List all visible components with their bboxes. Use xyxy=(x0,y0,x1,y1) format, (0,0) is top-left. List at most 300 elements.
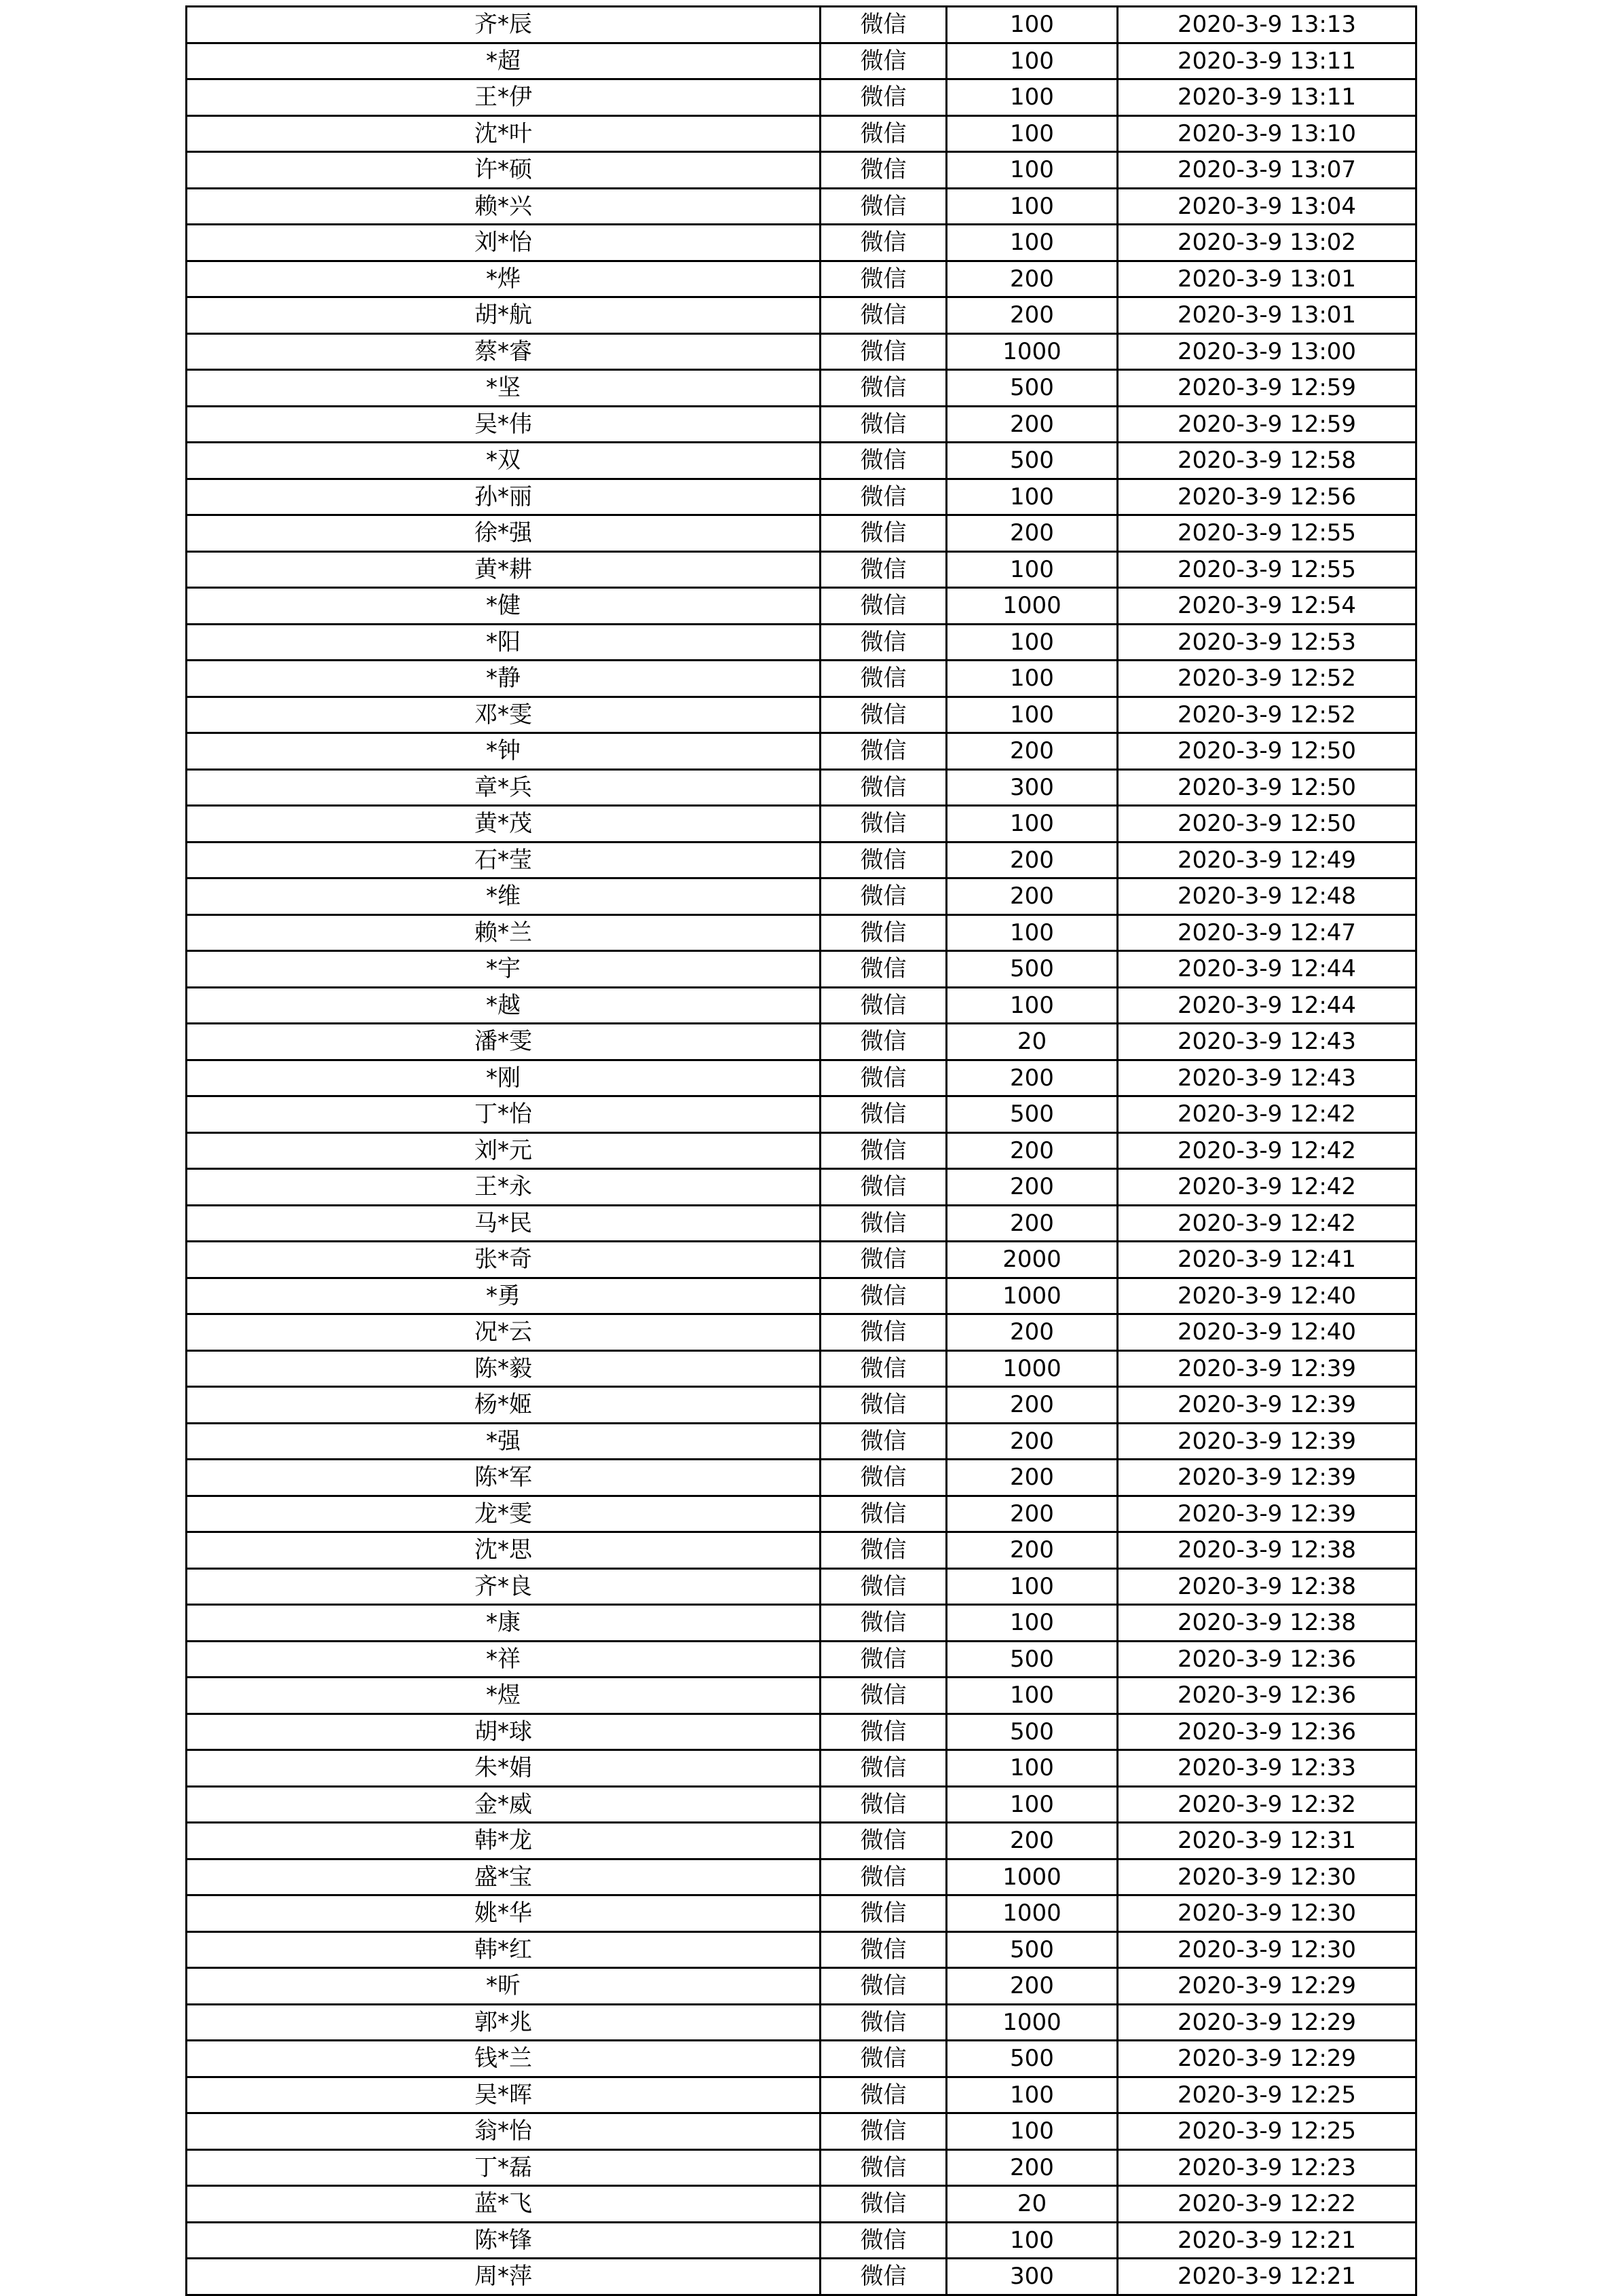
amount-cell: 200 xyxy=(947,1060,1118,1096)
table-row xyxy=(187,1387,1416,1424)
payment-method-cell: 微信 xyxy=(821,1314,947,1351)
amount-cell: 300 xyxy=(947,769,1118,806)
amount-cell: 100 xyxy=(947,188,1118,225)
payment-method-cell: 微信 xyxy=(821,624,947,661)
table-row xyxy=(187,79,1416,116)
payment-method-cell: 微信 xyxy=(821,2259,947,2295)
timestamp-cell: 2020-3-9 12:42 xyxy=(1118,1132,1416,1169)
payment-method-cell: 微信 xyxy=(821,1605,947,1642)
table-row xyxy=(187,1460,1416,1496)
timestamp-cell: 2020-3-9 12:53 xyxy=(1118,624,1416,661)
donor-name-cell: 周*萍 xyxy=(187,2259,821,2295)
donation-table xyxy=(185,5,1417,2296)
payment-method-cell: 微信 xyxy=(821,443,947,479)
payment-method-cell: 微信 xyxy=(821,515,947,552)
timestamp-cell: 2020-3-9 12:54 xyxy=(1118,588,1416,625)
timestamp-cell: 2020-3-9 12:38 xyxy=(1118,1605,1416,1642)
table-row xyxy=(187,297,1416,334)
timestamp-cell: 2020-3-9 12:47 xyxy=(1118,914,1416,951)
timestamp-cell: 2020-3-9 12:43 xyxy=(1118,1024,1416,1060)
timestamp-cell: 2020-3-9 12:38 xyxy=(1118,1568,1416,1605)
donor-name-cell: 陈*军 xyxy=(187,1460,821,1496)
table-row xyxy=(187,1786,1416,1823)
donor-name-cell: 丁*怡 xyxy=(187,1096,821,1133)
donor-name-cell: *煜 xyxy=(187,1678,821,1714)
table-row xyxy=(187,1496,1416,1532)
table-row xyxy=(187,333,1416,370)
donor-name-cell: 吴*晖 xyxy=(187,2077,821,2113)
amount-cell: 100 xyxy=(947,2077,1118,2113)
payment-method-cell: 微信 xyxy=(821,188,947,225)
timestamp-cell: 2020-3-9 13:04 xyxy=(1118,188,1416,225)
donor-name-cell: 吴*伟 xyxy=(187,406,821,443)
table-row xyxy=(187,370,1416,407)
table-row xyxy=(187,43,1416,79)
table-row xyxy=(187,1314,1416,1351)
payment-method-cell: 微信 xyxy=(821,1060,947,1096)
payment-method-cell: 微信 xyxy=(821,1895,947,1932)
payment-method-cell: 微信 xyxy=(821,733,947,770)
donor-name-cell: 赖*兴 xyxy=(187,188,821,225)
payment-method-cell: 微信 xyxy=(821,842,947,878)
timestamp-cell: 2020-3-9 12:29 xyxy=(1118,2004,1416,2041)
timestamp-cell: 2020-3-9 12:42 xyxy=(1118,1205,1416,1242)
payment-method-cell: 微信 xyxy=(821,1205,947,1242)
amount-cell: 100 xyxy=(947,479,1118,515)
payment-method-cell: 微信 xyxy=(821,1678,947,1714)
payment-method-cell: 微信 xyxy=(821,1132,947,1169)
amount-cell: 20 xyxy=(947,2186,1118,2223)
table-row xyxy=(187,115,1416,152)
timestamp-cell: 2020-3-9 13:02 xyxy=(1118,225,1416,261)
table-row xyxy=(187,878,1416,915)
amount-cell: 200 xyxy=(947,1968,1118,2005)
table-row xyxy=(187,1859,1416,1895)
donor-name-cell: 翁*怡 xyxy=(187,2113,821,2150)
donor-name-cell: *刚 xyxy=(187,1060,821,1096)
donor-name-cell: *祥 xyxy=(187,1641,821,1678)
timestamp-cell: 2020-3-9 12:32 xyxy=(1118,1786,1416,1823)
timestamp-cell: 2020-3-9 12:59 xyxy=(1118,406,1416,443)
timestamp-cell: 2020-3-9 12:49 xyxy=(1118,842,1416,878)
amount-cell: 500 xyxy=(947,1641,1118,1678)
donor-name-cell: *静 xyxy=(187,661,821,697)
donor-name-cell: 沈*思 xyxy=(187,1532,821,1569)
donor-name-cell: 马*民 xyxy=(187,1205,821,1242)
payment-method-cell: 微信 xyxy=(821,115,947,152)
donor-name-cell: *阳 xyxy=(187,624,821,661)
donor-name-cell: 王*永 xyxy=(187,1169,821,1206)
payment-method-cell: 微信 xyxy=(821,1714,947,1750)
donor-name-cell: 龙*雯 xyxy=(187,1496,821,1532)
timestamp-cell: 2020-3-9 12:50 xyxy=(1118,806,1416,843)
timestamp-cell: 2020-3-9 12:21 xyxy=(1118,2259,1416,2295)
payment-method-cell: 微信 xyxy=(821,2113,947,2150)
table-row xyxy=(187,2077,1416,2113)
timestamp-cell: 2020-3-9 12:39 xyxy=(1118,1460,1416,1496)
table-row xyxy=(187,806,1416,843)
payment-method-cell: 微信 xyxy=(821,2004,947,2041)
table-row xyxy=(187,769,1416,806)
amount-cell: 200 xyxy=(947,261,1118,297)
timestamp-cell: 2020-3-9 12:30 xyxy=(1118,1895,1416,1932)
donor-name-cell: 蓝*飞 xyxy=(187,2186,821,2223)
payment-method-cell: 微信 xyxy=(821,806,947,843)
amount-cell: 500 xyxy=(947,443,1118,479)
table-row xyxy=(187,1060,1416,1096)
donor-name-cell: 陈*毅 xyxy=(187,1350,821,1387)
table-row xyxy=(187,515,1416,552)
payment-method-cell: 微信 xyxy=(821,1641,947,1678)
amount-cell: 100 xyxy=(947,551,1118,588)
payment-method-cell: 微信 xyxy=(821,951,947,988)
payment-method-cell: 微信 xyxy=(821,2041,947,2077)
donor-name-cell: 蔡*睿 xyxy=(187,333,821,370)
payment-method-cell: 微信 xyxy=(821,1096,947,1133)
timestamp-cell: 2020-3-9 12:59 xyxy=(1118,370,1416,407)
amount-cell: 100 xyxy=(947,225,1118,261)
table-row xyxy=(187,2186,1416,2223)
donor-name-cell: *健 xyxy=(187,588,821,625)
payment-method-cell: 微信 xyxy=(821,1968,947,2005)
amount-cell: 100 xyxy=(947,7,1118,43)
timestamp-cell: 2020-3-9 13:11 xyxy=(1118,79,1416,116)
donor-name-cell: 丁*磊 xyxy=(187,2149,821,2186)
timestamp-cell: 2020-3-9 12:50 xyxy=(1118,733,1416,770)
payment-method-cell: 微信 xyxy=(821,152,947,189)
donor-name-cell: *坚 xyxy=(187,370,821,407)
payment-method-cell: 微信 xyxy=(821,1786,947,1823)
table-row xyxy=(187,1568,1416,1605)
timestamp-cell: 2020-3-9 12:36 xyxy=(1118,1678,1416,1714)
payment-method-cell: 微信 xyxy=(821,225,947,261)
timestamp-cell: 2020-3-9 13:00 xyxy=(1118,333,1416,370)
amount-cell: 100 xyxy=(947,152,1118,189)
table-row xyxy=(187,2149,1416,2186)
amount-cell: 100 xyxy=(947,2222,1118,2259)
table-row xyxy=(187,624,1416,661)
amount-cell: 100 xyxy=(947,2113,1118,2150)
payment-method-cell: 微信 xyxy=(821,697,947,733)
table-row xyxy=(187,7,1416,43)
table-row xyxy=(187,1678,1416,1714)
table-row xyxy=(187,1350,1416,1387)
amount-cell: 100 xyxy=(947,1786,1118,1823)
timestamp-cell: 2020-3-9 12:25 xyxy=(1118,2077,1416,2113)
amount-cell: 500 xyxy=(947,951,1118,988)
donor-name-cell: 杨*姬 xyxy=(187,1387,821,1424)
amount-cell: 100 xyxy=(947,697,1118,733)
amount-cell: 200 xyxy=(947,1169,1118,1206)
donor-name-cell: *维 xyxy=(187,878,821,915)
table-row xyxy=(187,1096,1416,1133)
amount-cell: 2000 xyxy=(947,1242,1118,1278)
payment-method-cell: 微信 xyxy=(821,261,947,297)
timestamp-cell: 2020-3-9 12:21 xyxy=(1118,2222,1416,2259)
table-row xyxy=(187,661,1416,697)
amount-cell: 200 xyxy=(947,2149,1118,2186)
timestamp-cell: 2020-3-9 12:40 xyxy=(1118,1314,1416,1351)
payment-method-cell: 微信 xyxy=(821,1568,947,1605)
payment-method-cell: 微信 xyxy=(821,1496,947,1532)
amount-cell: 100 xyxy=(947,1678,1118,1714)
table-row xyxy=(187,1641,1416,1678)
amount-cell: 100 xyxy=(947,79,1118,116)
amount-cell: 200 xyxy=(947,1205,1118,1242)
amount-cell: 100 xyxy=(947,987,1118,1024)
timestamp-cell: 2020-3-9 12:31 xyxy=(1118,1823,1416,1859)
payment-method-cell: 微信 xyxy=(821,43,947,79)
timestamp-cell: 2020-3-9 12:55 xyxy=(1118,551,1416,588)
donor-name-cell: 潘*雯 xyxy=(187,1024,821,1060)
amount-cell: 200 xyxy=(947,1823,1118,1859)
donor-name-cell: 许*硕 xyxy=(187,152,821,189)
donor-name-cell: 黄*耕 xyxy=(187,551,821,588)
timestamp-cell: 2020-3-9 12:30 xyxy=(1118,1931,1416,1968)
payment-method-cell: 微信 xyxy=(821,2186,947,2223)
timestamp-cell: 2020-3-9 12:41 xyxy=(1118,1242,1416,1278)
table-row xyxy=(187,1823,1416,1859)
donor-name-cell: 章*兵 xyxy=(187,769,821,806)
timestamp-cell: 2020-3-9 12:42 xyxy=(1118,1169,1416,1206)
amount-cell: 200 xyxy=(947,297,1118,334)
payment-method-cell: 微信 xyxy=(821,7,947,43)
donor-name-cell: 刘*元 xyxy=(187,1132,821,1169)
timestamp-cell: 2020-3-9 12:55 xyxy=(1118,515,1416,552)
timestamp-cell: 2020-3-9 12:25 xyxy=(1118,2113,1416,2150)
table-row xyxy=(187,1242,1416,1278)
timestamp-cell: 2020-3-9 12:29 xyxy=(1118,1968,1416,2005)
donor-name-cell: 张*奇 xyxy=(187,1242,821,1278)
payment-method-cell: 微信 xyxy=(821,1532,947,1569)
amount-cell: 200 xyxy=(947,406,1118,443)
timestamp-cell: 2020-3-9 13:07 xyxy=(1118,152,1416,189)
table-row xyxy=(187,987,1416,1024)
donor-name-cell: 钱*兰 xyxy=(187,2041,821,2077)
table-row xyxy=(187,225,1416,261)
timestamp-cell: 2020-3-9 12:39 xyxy=(1118,1496,1416,1532)
donor-name-cell: 郭*兆 xyxy=(187,2004,821,2041)
amount-cell: 1000 xyxy=(947,2004,1118,2041)
donor-name-cell: 齐*辰 xyxy=(187,7,821,43)
donor-name-cell: 赖*兰 xyxy=(187,914,821,951)
donor-name-cell: 盛*宝 xyxy=(187,1859,821,1895)
amount-cell: 1000 xyxy=(947,333,1118,370)
amount-cell: 20 xyxy=(947,1024,1118,1060)
payment-method-cell: 微信 xyxy=(821,1750,947,1787)
timestamp-cell: 2020-3-9 12:44 xyxy=(1118,987,1416,1024)
donor-name-cell: 刘*怡 xyxy=(187,225,821,261)
amount-cell: 100 xyxy=(947,624,1118,661)
table-row xyxy=(187,188,1416,225)
table-row xyxy=(187,697,1416,733)
timestamp-cell: 2020-3-9 12:52 xyxy=(1118,661,1416,697)
timestamp-cell: 2020-3-9 12:42 xyxy=(1118,1096,1416,1133)
payment-method-cell: 微信 xyxy=(821,1423,947,1460)
payment-method-cell: 微信 xyxy=(821,551,947,588)
payment-method-cell: 微信 xyxy=(821,1859,947,1895)
payment-method-cell: 微信 xyxy=(821,1931,947,1968)
amount-cell: 1000 xyxy=(947,1278,1118,1314)
donor-name-cell: 齐*良 xyxy=(187,1568,821,1605)
table-row xyxy=(187,2004,1416,2041)
payment-method-cell: 微信 xyxy=(821,1350,947,1387)
timestamp-cell: 2020-3-9 13:01 xyxy=(1118,297,1416,334)
timestamp-cell: 2020-3-9 12:39 xyxy=(1118,1423,1416,1460)
amount-cell: 500 xyxy=(947,1931,1118,1968)
table-row xyxy=(187,551,1416,588)
payment-method-cell: 微信 xyxy=(821,79,947,116)
payment-method-cell: 微信 xyxy=(821,1169,947,1206)
donor-name-cell: *超 xyxy=(187,43,821,79)
timestamp-cell: 2020-3-9 12:48 xyxy=(1118,878,1416,915)
donor-name-cell: 陈*锋 xyxy=(187,2222,821,2259)
donor-name-cell: 邓*雯 xyxy=(187,697,821,733)
table-row xyxy=(187,951,1416,988)
donor-name-cell: 韩*红 xyxy=(187,1931,821,1968)
table-row xyxy=(187,588,1416,625)
payment-method-cell: 微信 xyxy=(821,1242,947,1278)
payment-method-cell: 微信 xyxy=(821,1278,947,1314)
amount-cell: 200 xyxy=(947,1387,1118,1424)
timestamp-cell: 2020-3-9 12:30 xyxy=(1118,1859,1416,1895)
payment-method-cell: 微信 xyxy=(821,479,947,515)
donation-rows xyxy=(187,7,1416,2295)
amount-cell: 100 xyxy=(947,914,1118,951)
amount-cell: 1000 xyxy=(947,1859,1118,1895)
payment-method-cell: 微信 xyxy=(821,333,947,370)
timestamp-cell: 2020-3-9 12:39 xyxy=(1118,1350,1416,1387)
table-row xyxy=(187,733,1416,770)
amount-cell: 100 xyxy=(947,1605,1118,1642)
payment-method-cell: 微信 xyxy=(821,914,947,951)
donor-name-cell: 沈*叶 xyxy=(187,115,821,152)
amount-cell: 200 xyxy=(947,1532,1118,1569)
payment-method-cell: 微信 xyxy=(821,588,947,625)
donor-name-cell: 徐*强 xyxy=(187,515,821,552)
table-row xyxy=(187,1750,1416,1787)
amount-cell: 200 xyxy=(947,1423,1118,1460)
donor-name-cell: *昕 xyxy=(187,1968,821,2005)
donor-name-cell: *钟 xyxy=(187,733,821,770)
payment-method-cell: 微信 xyxy=(821,1823,947,1859)
amount-cell: 200 xyxy=(947,1460,1118,1496)
amount-cell: 500 xyxy=(947,2041,1118,2077)
timestamp-cell: 2020-3-9 12:38 xyxy=(1118,1532,1416,1569)
table-row xyxy=(187,479,1416,515)
timestamp-cell: 2020-3-9 12:52 xyxy=(1118,697,1416,733)
amount-cell: 200 xyxy=(947,1132,1118,1169)
amount-cell: 500 xyxy=(947,370,1118,407)
amount-cell: 500 xyxy=(947,1714,1118,1750)
table-row xyxy=(187,1931,1416,1968)
timestamp-cell: 2020-3-9 13:13 xyxy=(1118,7,1416,43)
table-row xyxy=(187,1024,1416,1060)
payment-method-cell: 微信 xyxy=(821,297,947,334)
donor-name-cell: *越 xyxy=(187,987,821,1024)
donor-name-cell: *勇 xyxy=(187,1278,821,1314)
donor-name-cell: 韩*龙 xyxy=(187,1823,821,1859)
table-row xyxy=(187,1714,1416,1750)
timestamp-cell: 2020-3-9 13:11 xyxy=(1118,43,1416,79)
donor-name-cell: *宇 xyxy=(187,951,821,988)
payment-method-cell: 微信 xyxy=(821,2077,947,2113)
table-row xyxy=(187,152,1416,189)
amount-cell: 500 xyxy=(947,1096,1118,1133)
payment-method-cell: 微信 xyxy=(821,406,947,443)
payment-method-cell: 微信 xyxy=(821,370,947,407)
amount-cell: 1000 xyxy=(947,1350,1118,1387)
payment-method-cell: 微信 xyxy=(821,1024,947,1060)
amount-cell: 100 xyxy=(947,661,1118,697)
amount-cell: 100 xyxy=(947,1568,1118,1605)
payment-method-cell: 微信 xyxy=(821,769,947,806)
donor-name-cell: 况*云 xyxy=(187,1314,821,1351)
table-row xyxy=(187,2222,1416,2259)
donor-name-cell: 金*威 xyxy=(187,1786,821,1823)
payment-method-cell: 微信 xyxy=(821,1387,947,1424)
timestamp-cell: 2020-3-9 12:40 xyxy=(1118,1278,1416,1314)
timestamp-cell: 2020-3-9 12:22 xyxy=(1118,2186,1416,2223)
timestamp-cell: 2020-3-9 13:10 xyxy=(1118,115,1416,152)
timestamp-cell: 2020-3-9 12:44 xyxy=(1118,951,1416,988)
amount-cell: 100 xyxy=(947,43,1118,79)
amount-cell: 100 xyxy=(947,1750,1118,1787)
amount-cell: 200 xyxy=(947,842,1118,878)
timestamp-cell: 2020-3-9 13:01 xyxy=(1118,261,1416,297)
table-row xyxy=(187,1132,1416,1169)
amount-cell: 1000 xyxy=(947,1895,1118,1932)
donor-name-cell: 姚*华 xyxy=(187,1895,821,1932)
table-row xyxy=(187,2041,1416,2077)
timestamp-cell: 2020-3-9 12:58 xyxy=(1118,443,1416,479)
table-row xyxy=(187,1278,1416,1314)
payment-method-cell: 微信 xyxy=(821,878,947,915)
payment-method-cell: 微信 xyxy=(821,2222,947,2259)
amount-cell: 1000 xyxy=(947,588,1118,625)
donor-name-cell: 石*莹 xyxy=(187,842,821,878)
table-row xyxy=(187,1423,1416,1460)
table-row xyxy=(187,443,1416,479)
amount-cell: 100 xyxy=(947,806,1118,843)
table-row xyxy=(187,1895,1416,1932)
table-row xyxy=(187,1205,1416,1242)
donor-name-cell: 孙*丽 xyxy=(187,479,821,515)
amount-cell: 200 xyxy=(947,1496,1118,1532)
timestamp-cell: 2020-3-9 12:23 xyxy=(1118,2149,1416,2186)
donor-name-cell: 黄*茂 xyxy=(187,806,821,843)
payment-method-cell: 微信 xyxy=(821,661,947,697)
payment-method-cell: 微信 xyxy=(821,1460,947,1496)
timestamp-cell: 2020-3-9 12:56 xyxy=(1118,479,1416,515)
timestamp-cell: 2020-3-9 12:39 xyxy=(1118,1387,1416,1424)
table-row xyxy=(187,1968,1416,2005)
payment-method-cell: 微信 xyxy=(821,2149,947,2186)
donor-name-cell: 王*伊 xyxy=(187,79,821,116)
timestamp-cell: 2020-3-9 12:33 xyxy=(1118,1750,1416,1787)
amount-cell: 200 xyxy=(947,515,1118,552)
donor-name-cell: 胡*球 xyxy=(187,1714,821,1750)
timestamp-cell: 2020-3-9 12:43 xyxy=(1118,1060,1416,1096)
table-row xyxy=(187,914,1416,951)
amount-cell: 200 xyxy=(947,878,1118,915)
amount-cell: 200 xyxy=(947,1314,1118,1351)
timestamp-cell: 2020-3-9 12:36 xyxy=(1118,1714,1416,1750)
donor-name-cell: 朱*娟 xyxy=(187,1750,821,1787)
donor-name-cell: *双 xyxy=(187,443,821,479)
table-row xyxy=(187,1532,1416,1569)
table-row xyxy=(187,261,1416,297)
